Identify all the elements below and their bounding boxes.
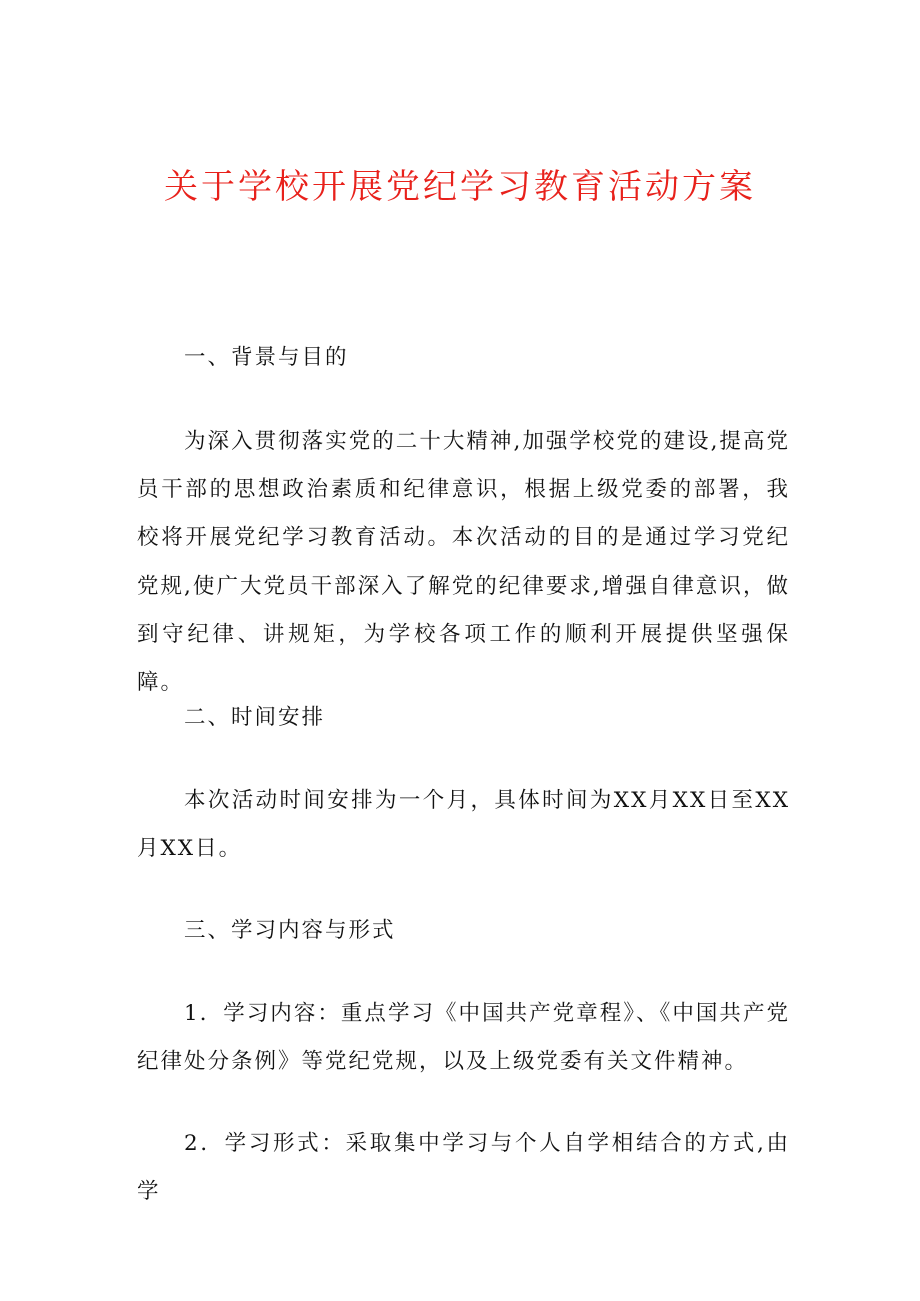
section-heading-content-form: 三、学习内容与形式: [184, 918, 396, 943]
paragraph-study-content: 1．学习内容：重点学习《中国共产党章程》、《中国共产党纪律处分条例》等党纪党规，以及上级党委有关文件精神。: [137, 1001, 790, 1075]
document-title: 关于学校开展党纪学习教育活动方案: [164, 167, 756, 207]
section-heading-schedule: 二、时间安排: [184, 705, 326, 730]
paragraph-study-form: 2．学习形式：采取集中学习与个人自学相结合的方式,由学: [137, 1131, 790, 1205]
paragraph-background-purpose: 为深入贯彻落实党的二十大精神,加强学校党的建设,提高党员干部的思想政治素质和纪律意识，根据上级党委的部署，我校将开展党纪学习教育活动。本次活动的目的是通过学习党纪党规,使广大党员干部深入了解党的纪律要求,增强自律意识，做到守纪律、讲规矩，为学校各项工作的顺利开展提供坚强保障。: [137, 429, 790, 696]
section-heading-background: 一、背景与目的: [184, 345, 349, 370]
paragraph-schedule: 本次活动时间安排为一个月，具体时间为XX月XX日至XX月XX日。: [137, 788, 790, 862]
